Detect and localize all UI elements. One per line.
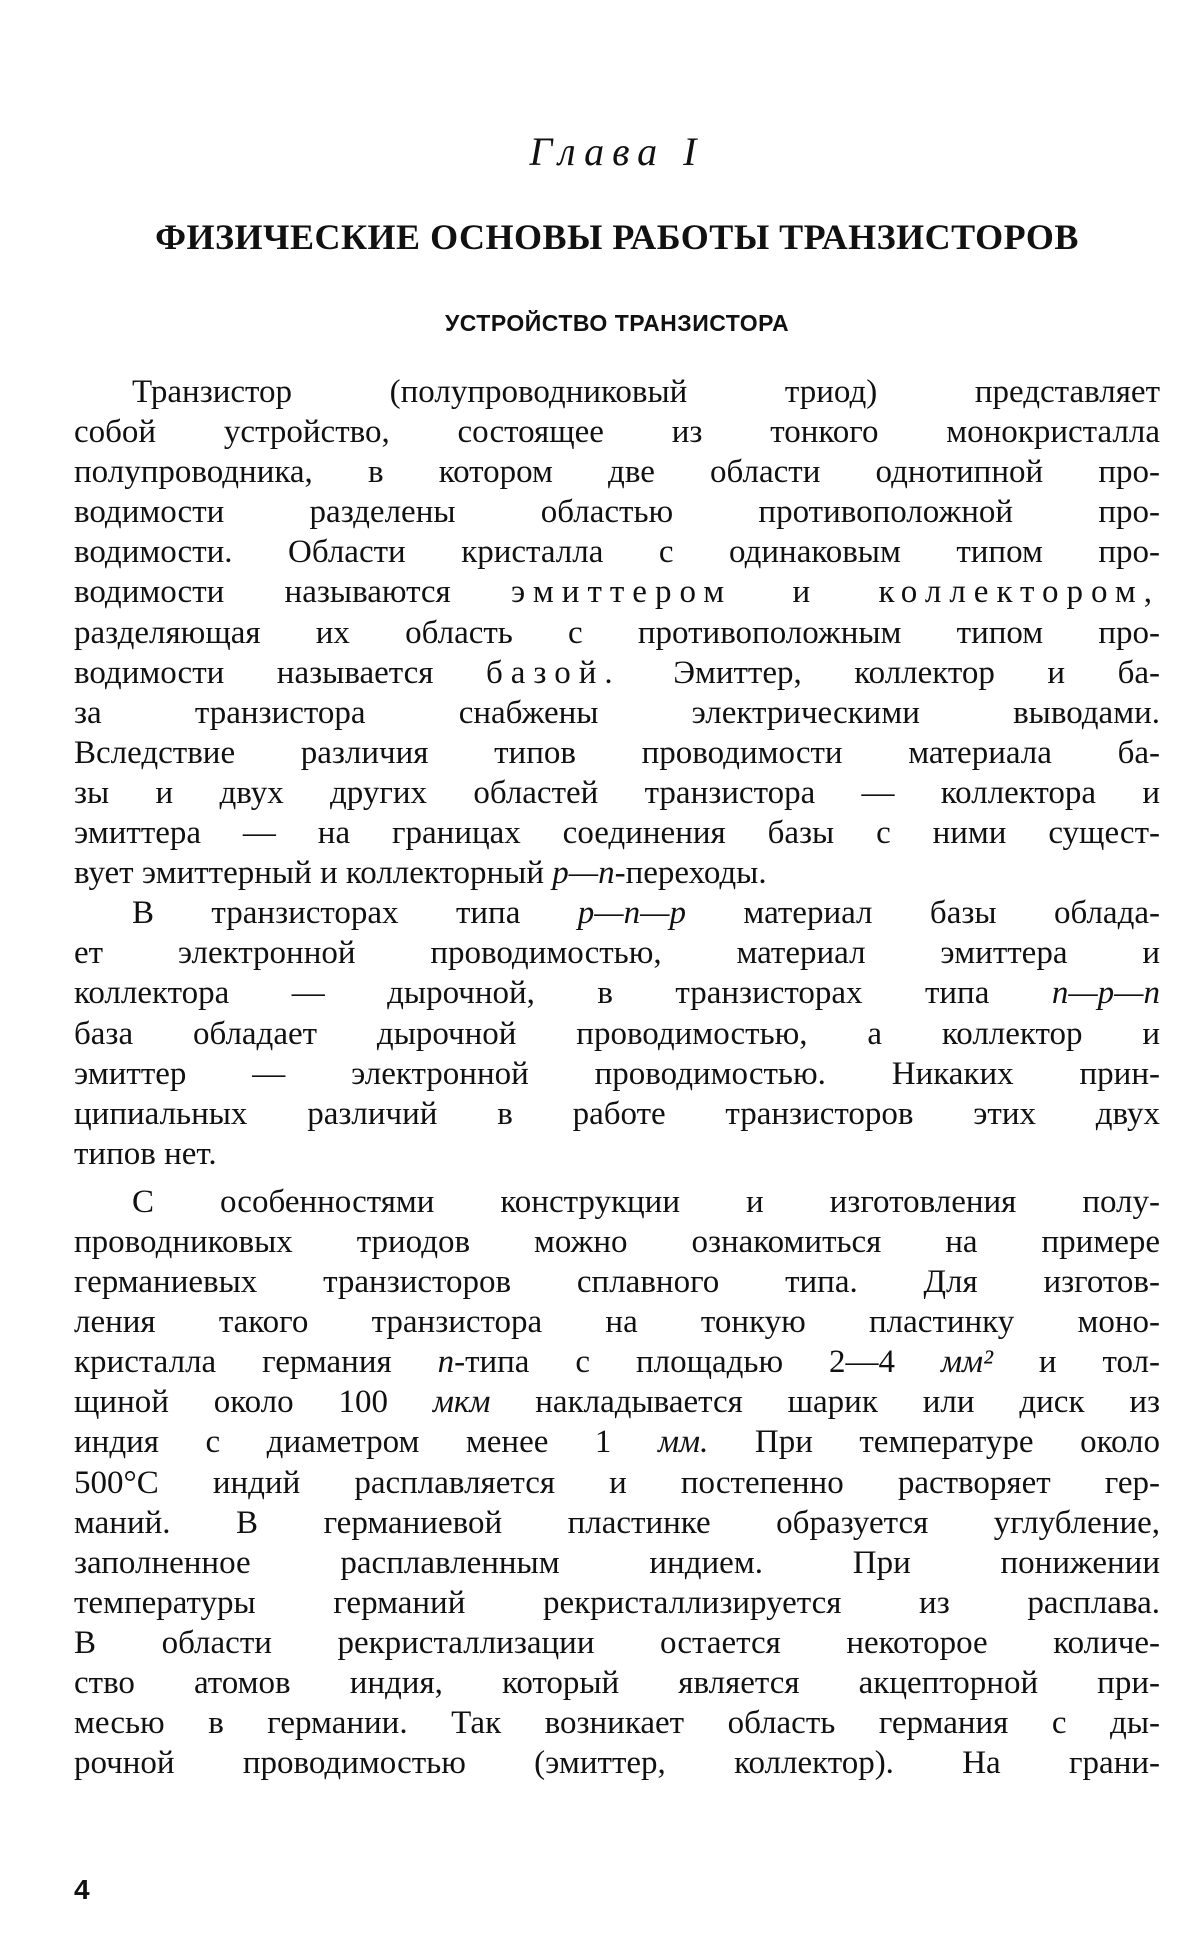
text-line: Вследствие различия типов проводимости материала ба- [74, 734, 1160, 771]
text-line: разделяющая их область с противоположным типом про- [74, 614, 1160, 651]
text-line: ципиальных различий в работе транзисторов этих двух [74, 1095, 1160, 1132]
text-line: рочной проводимостью (эмиттер, коллектор). На грани- [74, 1745, 1160, 1782]
term-n: n [437, 1344, 455, 1381]
text-line: полупроводника, в котором две области однотипной про- [74, 454, 1160, 491]
text-run: кристалла германия [74, 1344, 392, 1381]
text-line [74, 1342, 1160, 1382]
text-line: месью в германии. Так возникает область германия с ды- [74, 1705, 1160, 1742]
text-line: эмиттер — электронной проводимостью. Никаких прин- [74, 1055, 1160, 1092]
body-text [74, 372, 1160, 1783]
text-run: материал базы облада- [743, 895, 1161, 932]
text-line: заполненное расплавленным индием. При понижении [74, 1544, 1160, 1581]
paragraph-3 [74, 1182, 1160, 1783]
term-emitter: эмиттером [511, 574, 733, 611]
text-line: база обладает дырочной проводимостью, а коллектор и [74, 1015, 1160, 1052]
unit-mm: мм. [657, 1424, 709, 1461]
term-pn: p—n [552, 855, 615, 892]
text-line: водимости. Области кристалла с одинаковым типом про- [74, 534, 1160, 571]
text-line [74, 893, 1160, 933]
paragraph-1 [74, 372, 1160, 893]
page-number: 4 [74, 1874, 90, 1905]
text-line [74, 572, 1160, 612]
text-line [74, 1382, 1160, 1422]
text-line [74, 653, 1160, 693]
text-run: -типа с площадью 2—4 [454, 1344, 896, 1381]
text-run: вует эмиттерный и коллекторный [74, 855, 544, 892]
text-line [74, 973, 1160, 1013]
book-page [74, 0, 1160, 1942]
term-pnp: p—n—p [577, 895, 686, 932]
text-line: ет электронной проводимостью, материал эмиттера и [74, 935, 1160, 972]
text-line: водимости разделены областью противоположной про- [74, 494, 1160, 531]
text-line: зы и двух других областей транзистора — коллектора и [74, 774, 1160, 811]
text-run: коллектора — дырочной, в транзисторах типа [74, 975, 990, 1012]
text-line [74, 1422, 1160, 1462]
paragraph-gap [74, 1174, 1160, 1182]
unit-mm2: мм² [940, 1344, 993, 1381]
text-line: ления такого транзистора на тонкую пластинку моно- [74, 1304, 1160, 1341]
text-line: типов нет. [74, 1135, 217, 1172]
text-run: водимости называется [74, 654, 434, 691]
text-line: эмиттера — на границах соединения базы с ними сущест- [74, 815, 1160, 852]
text-line: собой устройство, состоящее из тонкого монокристалла [74, 414, 1160, 451]
term-npn: n—p—n [1051, 975, 1160, 1012]
text-run: -переходы. [614, 855, 767, 892]
text-line: В области рекристаллизации остается некоторое количе- [74, 1624, 1160, 1661]
unit-um: мкм [432, 1384, 491, 1421]
text-line: Транзистор (полупроводниковый триод) представляет [132, 374, 1160, 410]
text-line: 500°С индий расплавляется и постепенно растворяет гер- [74, 1464, 1160, 1501]
text-run: При температуре около [754, 1424, 1160, 1461]
text-line: ство атомов индия, который является акцепторной при- [74, 1665, 1160, 1701]
term-base: базой. [485, 654, 621, 691]
section-title: УСТРОЙСТВО ТРАНЗИСТОРА [444, 310, 790, 336]
text-run: щиной около 100 [74, 1384, 388, 1421]
text-line: С особенностями конструкции и изготовления полу- [132, 1183, 1160, 1220]
text-run: В транзисторах типа [132, 895, 521, 932]
text-line [74, 853, 1160, 893]
chapter-title: ФИЗИЧЕСКИЕ ОСНОВЫ РАБОТЫ ТРАНЗИСТОРОВ [155, 217, 1079, 257]
text-run: и [792, 574, 819, 611]
text-run: и тол- [1038, 1344, 1160, 1381]
text-run: водимости называются [74, 574, 451, 611]
text-run: Эмиттер, коллектор и ба- [673, 654, 1161, 691]
text-line: германиевых транзисторов сплавного типа. Для изготов- [74, 1264, 1160, 1301]
text-line: проводниковых триодов можно ознакомиться на примере [74, 1223, 1160, 1260]
chapter-label: Глава I [529, 129, 705, 174]
term-collector: коллектором, [878, 574, 1161, 611]
paragraph-2 [74, 893, 1160, 1174]
text-line: температуры германий рекристаллизируется из расплава. [74, 1584, 1160, 1621]
text-run: накладывается шарик или диск из [535, 1384, 1161, 1421]
text-run: индия с диаметром менее 1 [74, 1424, 612, 1461]
text-line: за транзистора снабжены электрическими выводами. [74, 694, 1160, 731]
text-line: маний. В германиевой пластинке образуется углубление, [74, 1504, 1160, 1541]
